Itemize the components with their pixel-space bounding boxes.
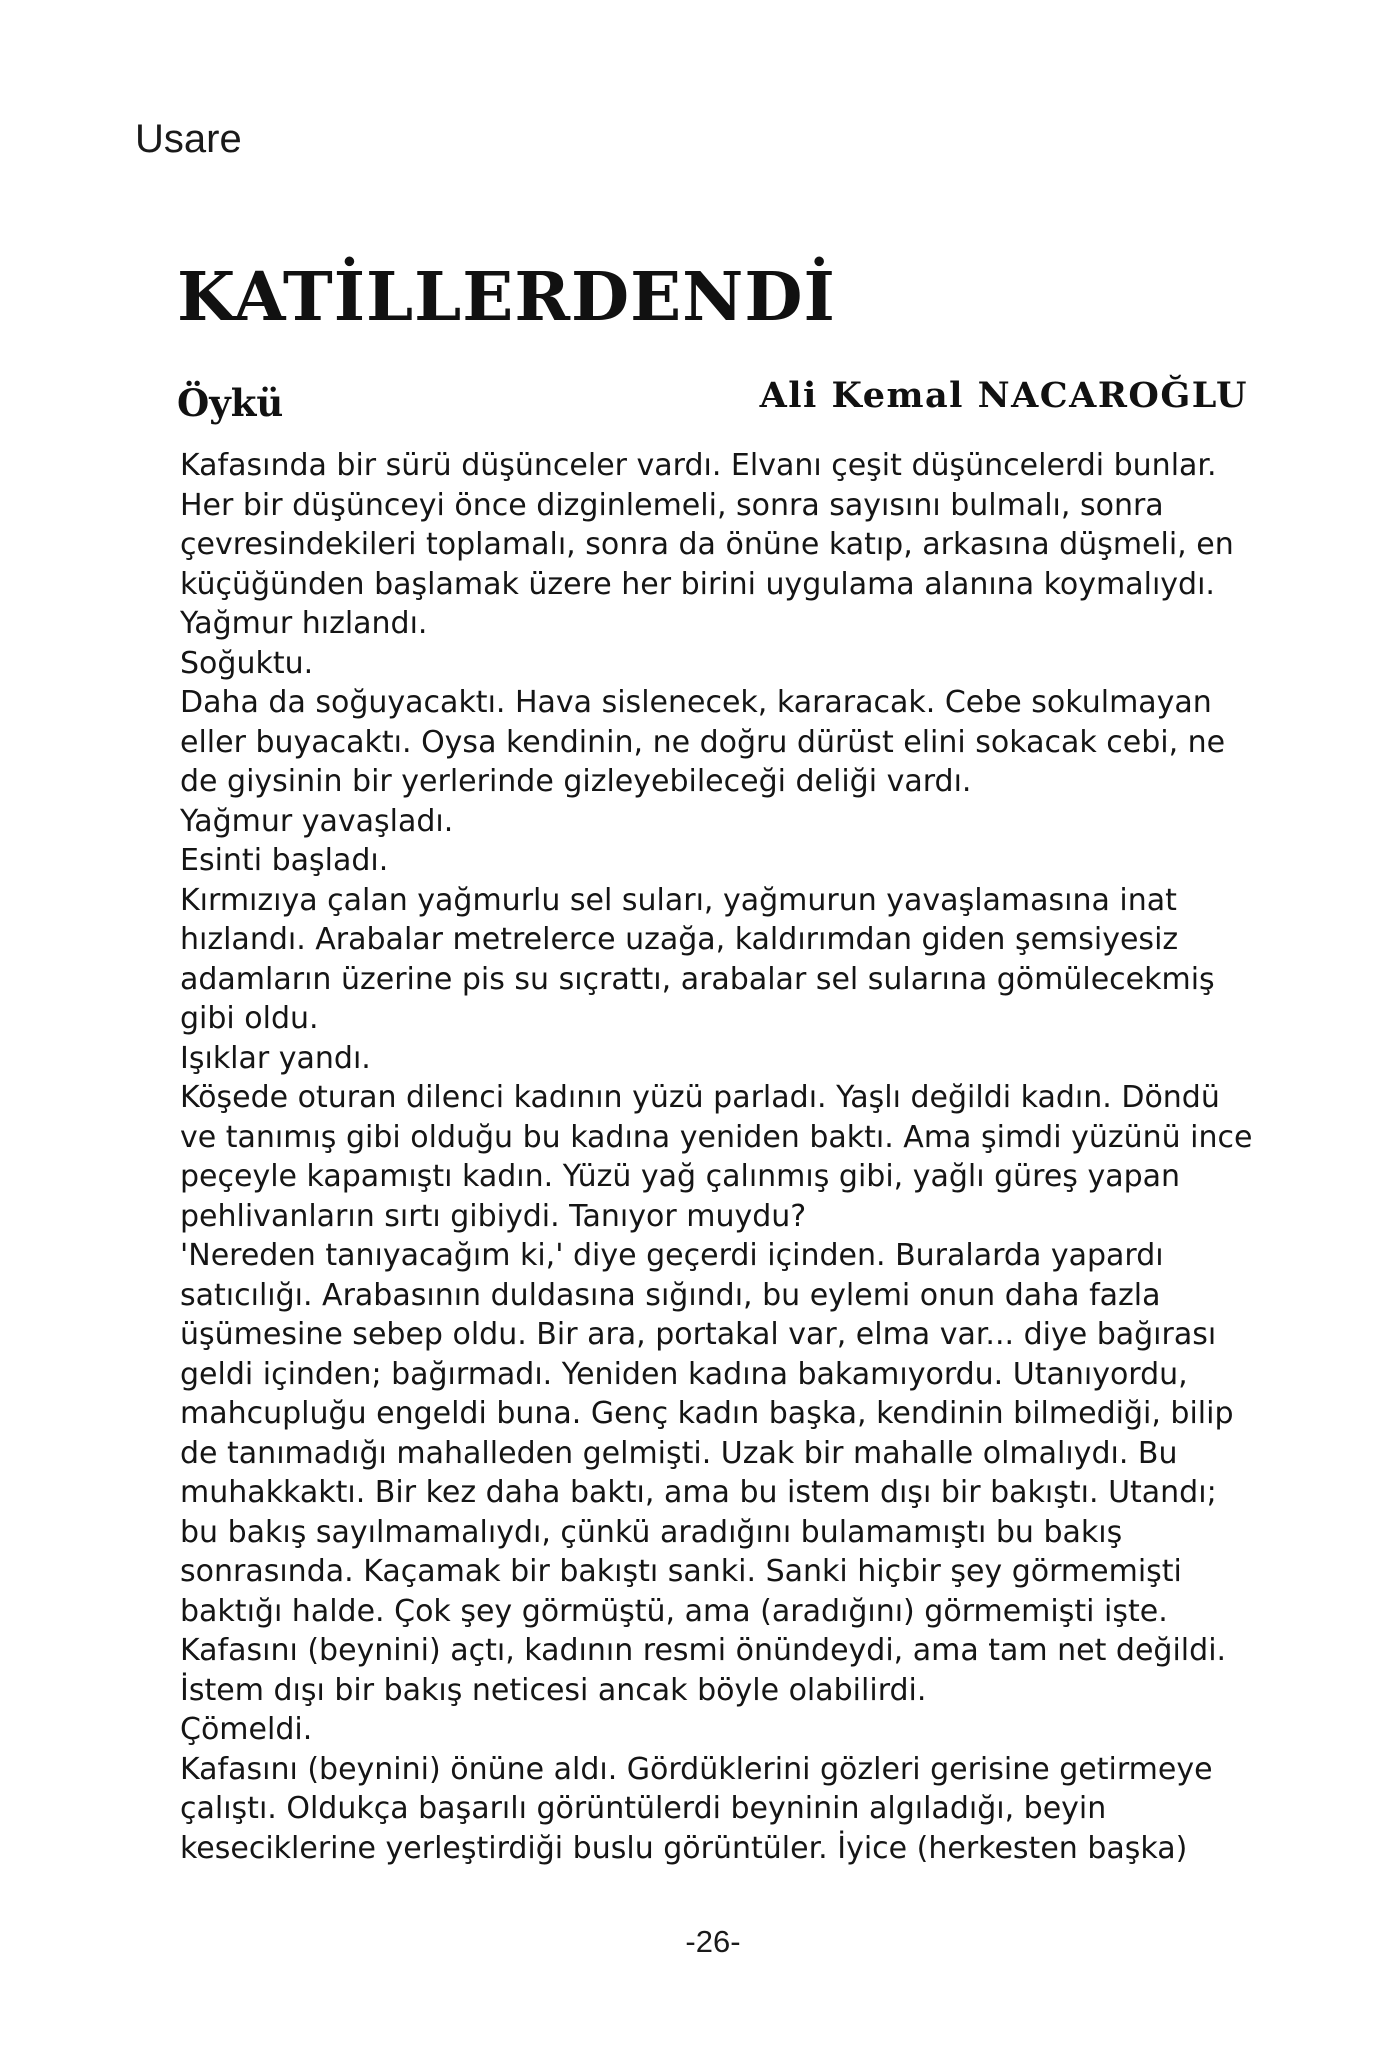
body-line: Yağmur hızlandı. xyxy=(180,606,428,641)
story-title: KATİLLERDENDİ xyxy=(177,257,836,336)
body-line: çalıştı. Oldukça başarılı görüntülerdi beyninin algıladığı, beyin xyxy=(180,1791,1107,1826)
body-line: Daha da soğuyacaktı. Hava sislenecek, kararacak. Cebe sokulmayan xyxy=(180,685,1212,720)
body-line: Çömeldi. xyxy=(180,1712,313,1747)
body-line: çevresindekileri toplamalı, sonra da önüne katıp, arkasına düşmeli, en xyxy=(180,527,1234,562)
body-line: muhakkaktı. Bir kez daha baktı, ama bu istem dışı bir bakıştı. Utandı; xyxy=(180,1475,1217,1510)
body-line: Kırmızıya çalan yağmurlu sel suları, yağmurun yavaşlamasına inat xyxy=(180,882,1177,918)
body-line: sonrasında. Kaçamak bir bakıştı sanki. Sanki hiçbir şey görmemişti xyxy=(180,1554,1182,1589)
body-line: üşümesine sebep oldu. Bir ara, portakal var, elma var... diye bağırası xyxy=(180,1317,1217,1352)
body-line: de tanımadığı mahalleden gelmişti. Uzak bir mahalle olmalıydı. Bu xyxy=(180,1435,1178,1471)
body-line: adamların üzerine pis su sıçrattı, arabalar sel sularına gömülecekmiş xyxy=(180,961,1215,997)
body-line: peçeyle kapamıştı kadın. Yüzü yağ çalınmış gibi, yağlı güreş yapan xyxy=(180,1159,1181,1194)
body-line: gibi oldu. xyxy=(180,1001,319,1036)
body-line: hızlandı. Arabalar metrelerce uzağa, kaldırımdan giden şemsiyesiz xyxy=(180,922,1179,957)
genre-label: Öykü xyxy=(177,381,284,425)
body-line: mahcupluğu engeldi buna. Genç kadın başka, kendinin bilmediği, bilip xyxy=(180,1396,1234,1431)
body-line: Işıklar yandı. xyxy=(180,1040,371,1076)
story-body xyxy=(180,446,1370,1868)
body-line: bu bakış sayılmamalıydı, çünkü aradığını bulamamıştı bu bakış xyxy=(180,1514,1123,1550)
body-line: ve tanımış gibi olduğu bu kadına yeniden baktı. Ama şimdi yüzünü ince xyxy=(180,1119,1253,1155)
body-line: küçüğünden başlamak üzere her birini uygulama alanına koymalıydı. xyxy=(180,566,1215,602)
body-line: Kafasında bir sürü düşünceler vardı. Elvanı çeşit düşüncelerdi bunlar. xyxy=(180,448,1217,483)
body-line: keseciklerine yerleştirdiği buslu görüntüler. İyice (herkesten başka) xyxy=(180,1830,1188,1866)
body-line: Kafasını (beynini) açtı, kadının resmi önündeydi, ama tam net değildi. xyxy=(180,1633,1227,1668)
body-line: pehlivanların sırtı gibiydi. Tanıyor muydu? xyxy=(180,1198,807,1234)
body-line: Kafasını (beynini) önüne aldı. Gördüklerini gözleri gerisine getirmeye xyxy=(180,1751,1213,1787)
body-line: geldi içinden; bağırmadı. Yeniden kadına bakamıyordu. Utanıyordu, xyxy=(180,1356,1188,1392)
magazine-name: Usare xyxy=(135,117,242,161)
body-line: 'Nereden tanıyacağım ki,' diye geçerdi içinden. Buralarda yapardı xyxy=(180,1238,1164,1273)
body-line: satıcılığı. Arabasının duldasına sığındı, bu eylemi onun daha fazla xyxy=(180,1277,1161,1313)
author-name: Ali Kemal NACAROĞLU xyxy=(759,375,1248,416)
body-line: Köşede oturan dilenci kadının yüzü parladı. Yaşlı değildi kadın. Döndü xyxy=(180,1080,1220,1115)
body-line: eller buyacaktı. Oysa kendinin, ne doğru dürüst elini sokacak cebi, ne xyxy=(180,724,1226,760)
body-line: Her bir düşünceyi önce dizginlemeli, sonra sayısını bulmalı, sonra xyxy=(180,487,1164,523)
body-line: Esinti başladı. xyxy=(180,843,389,878)
body-line: Yağmur yavaşladı. xyxy=(180,803,454,839)
body-line: de giysinin bir yerlerinde gizleyebileceği deliği vardı. xyxy=(180,764,972,799)
body-line: baktığı halde. Çok şey görmüştü, ama (aradığını) görmemişti işte. xyxy=(180,1593,1168,1629)
body-line: İstem dışı bir bakış neticesi ancak böyle olabilirdi. xyxy=(180,1672,927,1708)
body-line: Soğuktu. xyxy=(180,645,314,681)
page-number: -26- xyxy=(685,1924,741,1959)
